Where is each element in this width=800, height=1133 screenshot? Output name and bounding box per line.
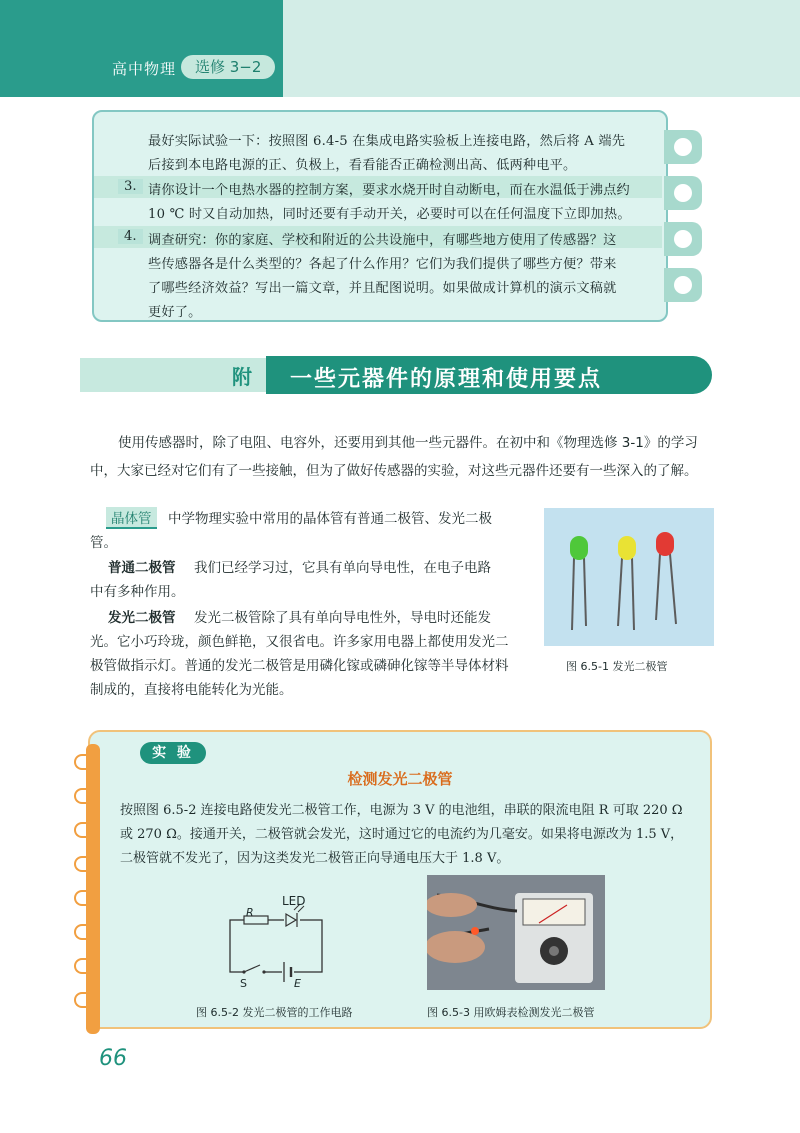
volume-badge: 选修 3−2 xyxy=(181,55,275,79)
term-label: 晶体管 xyxy=(106,507,157,529)
binder-hole-icon xyxy=(674,184,692,202)
body-text: 中学物理实验中常用的晶体管有普通二极管、发光二极 xyxy=(168,511,492,527)
header-band-light xyxy=(283,0,800,97)
binder-hole-icon xyxy=(674,138,692,156)
binder-ring-icon xyxy=(74,924,90,940)
book-title: 高中物理 xyxy=(112,60,177,78)
binder-ring-icon xyxy=(74,992,90,1008)
term-label: 普通二极管 xyxy=(108,560,176,576)
binder-ring-icon xyxy=(74,822,90,838)
body-text: 管。 xyxy=(90,535,117,551)
binder-ring-icon xyxy=(74,856,90,872)
binder-ring-icon xyxy=(74,890,90,906)
exercise-text: 调查研究：你的家庭、学校和附近的公共设施中，有哪些地方使用了传感器？这 xyxy=(148,233,617,248)
exercise-text: 10 ℃ 时又自动加热，同时还要有手动开关，必要时可以在任何温度下立即加热。 xyxy=(148,207,631,222)
circuit-label-e: E xyxy=(294,977,301,990)
experiment-text: 或 270 Ω。接通开关，二极管就会发光，这时通过它的电流约为几毫安。如果将电源改为 1.5 V， xyxy=(120,827,684,842)
section-title: 一些元器件的原理和使用要点 xyxy=(290,367,603,392)
exercise-text: 最好实际试验一下：按照图 6.4-5 在集成电路实验板上连接电路，然后将 A 端先 xyxy=(148,134,626,149)
exercise-text: 后接到本电路电源的正、负极上，看看能否正确检测出高、低两种电平。 xyxy=(148,158,577,173)
experiment-title: 检测发光二极管 xyxy=(347,770,453,788)
term-label: 发光二极管 xyxy=(108,610,176,626)
exercise-text: 了哪些经济效益？写出一篇文章，并且配图说明。如果做成计算机的演示文稿就 xyxy=(148,281,617,296)
page-number: 66 xyxy=(99,1046,127,1071)
binder-hole-icon xyxy=(674,276,692,294)
circuit-label-s: S xyxy=(240,977,247,990)
question-number: 4. xyxy=(118,229,143,244)
section-prefix: 附 xyxy=(232,365,252,389)
question-number: 3. xyxy=(118,179,143,194)
intro-text: 中，大家已经对它们有了一些接触，但为了做好传感器的实验，对这些元器件还要有一些深入的了解。 xyxy=(90,463,698,479)
intro-text: 使用传感器时，除了电阻、电容外，还要用到其他一些元器件。在初中和《物理选修 3-1》的学习 xyxy=(118,435,698,451)
led-circuit-diagram xyxy=(222,890,332,990)
binder-hole-icon xyxy=(674,230,692,248)
circuit-label-led: LED xyxy=(282,894,306,908)
exercise-text: 请你设计一个电热水器的控制方案，要求水烧开时自动断电，而在水温低于沸点约 xyxy=(148,183,630,198)
body-text: 极管做指示灯。普通的发光二极管是用磷化镓或磷砷化镓等半导体材料 xyxy=(90,658,509,674)
body-text: 制成的，直接将电能转化为光能。 xyxy=(90,682,293,698)
body-text: 我们已经学习过，它具有单向导电性，在电子电路 xyxy=(194,560,491,576)
body-text: 中有多种作用。 xyxy=(90,584,185,600)
body-text: 发光二极管除了具有单向导电性外，导电时还能发 xyxy=(194,610,491,626)
figure-caption: 图 6.5-2 发光二极管的工作电路 xyxy=(196,1006,353,1019)
led-photo xyxy=(544,508,714,646)
circuit-label-r: R xyxy=(246,906,254,919)
header-band xyxy=(0,0,283,97)
experiment-text: 二极管就不发光了，因为这类发光二极管正向导通电压大于 1.8 V。 xyxy=(120,851,510,866)
binder-ring-icon xyxy=(74,958,90,974)
ohmmeter-illustration-icon xyxy=(427,875,605,990)
exercise-text: 更好了。 xyxy=(148,305,202,320)
ohmmeter-photo xyxy=(427,875,605,990)
exercise-text: 些传感器各是什么类型的？各起了什么作用？它们为我们提供了哪些方便？带来 xyxy=(148,257,617,272)
led-illustration-icon xyxy=(544,508,714,646)
figure-caption: 图 6.5-1 发光二极管 xyxy=(566,660,668,673)
binder-ring-icon xyxy=(74,788,90,804)
body-text: 光。它小巧玲珑，颜色鲜艳，又很省电。许多家用电器上都使用发光二 xyxy=(90,634,509,650)
experiment-badge: 实 验 xyxy=(140,742,206,764)
figure-caption: 图 6.5-3 用欧姆表检测发光二极管 xyxy=(427,1006,595,1019)
experiment-text: 按照图 6.5-2 连接电路使发光二极管工作，电源为 3 V 的电池组，串联的限流电阻 R 可取 220 Ω xyxy=(120,803,683,818)
